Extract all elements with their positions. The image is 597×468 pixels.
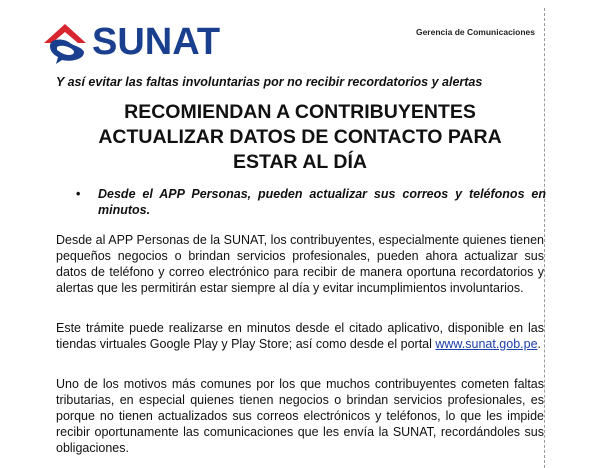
paragraph-2-text: Este trámite puede realizarse en minutos desde el citado aplicativo, disponible en las tiendas virtuales Google Play y Play Store; así como desde el portal <box>56 321 544 351</box>
headline-line-2: ACTUALIZAR DATOS DE CONTACTO PARA <box>98 126 502 148</box>
bullet-icon: • <box>76 187 81 201</box>
sunat-logo <box>40 16 230 68</box>
sunat-emblem-icon <box>40 16 90 66</box>
sunat-portal-link[interactable]: www.sunat.gob.pe <box>435 337 538 351</box>
bullet-point <box>76 186 546 218</box>
paragraph-2-end: . <box>537 337 542 351</box>
paragraph-2 <box>56 320 544 352</box>
margin-divider <box>544 8 545 468</box>
headline <box>56 100 544 175</box>
department-label: Gerencia de Comunicaciones <box>415 27 535 37</box>
paragraph-3: Uno de los motivos más comunes por los que muchos contribuyentes cometen faltas tributarias, en especial quienes tienen negocios o brindan servicios profesionales, es porque no tienen actualizados sus correos electrónicos y teléfonos, lo que les impide recibir oportunamente las comunicaciones que les envía la SUNAT, recordándoles sus obligaciones. <box>56 377 544 455</box>
logo-wordmark: SUNAT <box>92 21 221 63</box>
headline-line-1: RECOMIENDAN A CONTRIBUYENTES <box>124 101 476 123</box>
paragraph-1: Desde al APP Personas de la SUNAT, los contribuyentes, especialmente quienes tienen pequeños negocios o brindan servicios profesionales, pueden ahora actualizar sus datos de teléfono y correo electrónico para recibir de manera oportuna recordatorios y alertas que les permitirán estar siempre al día y evitar incumplimientos involuntarios. <box>56 233 544 295</box>
headline-line-3: ESTAR AL DÍA <box>233 151 367 173</box>
bullet-text: Desde el APP Personas, pueden actualizar sus correos y teléfonos en minutos. <box>98 187 546 217</box>
subtitle: Y así evitar las faltas involuntarias por no recibir recordatorios y alertas <box>56 75 483 89</box>
